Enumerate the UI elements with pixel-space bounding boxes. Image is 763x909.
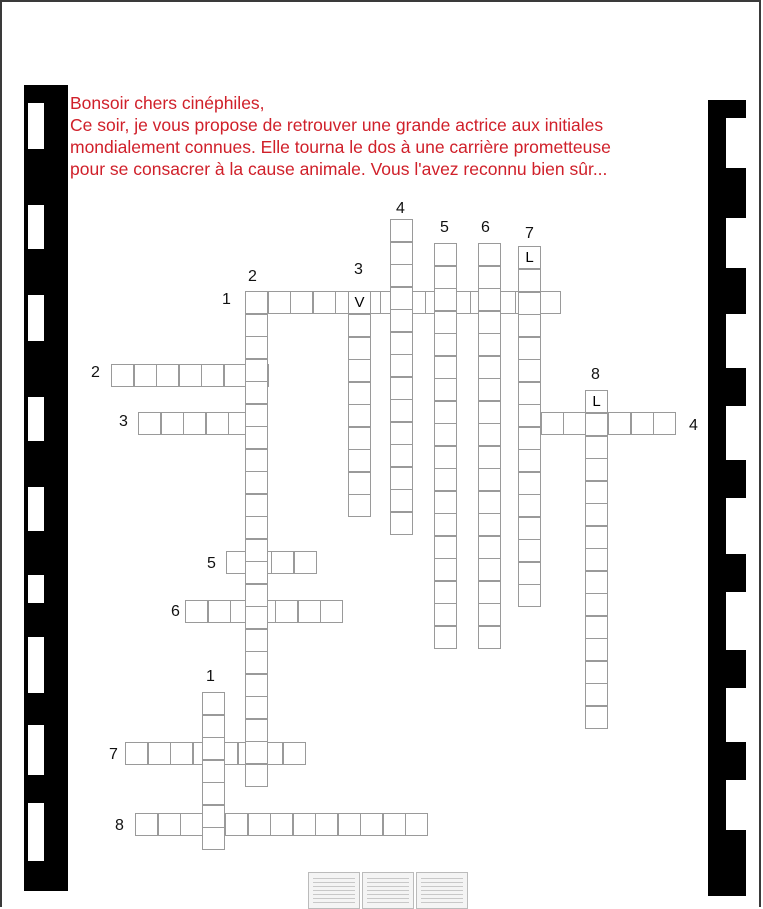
down-5-cell[interactable]	[434, 446, 457, 469]
across-7-cell[interactable]	[170, 742, 193, 765]
across-2-cell[interactable]	[224, 364, 247, 387]
across-4-cell[interactable]	[541, 412, 564, 435]
across-8-cell[interactable]	[293, 813, 316, 836]
across-number-6: 6	[171, 603, 180, 620]
down-6-cell[interactable]	[478, 243, 501, 266]
down-5-cell[interactable]	[434, 288, 457, 311]
down-number-3: 3	[354, 261, 363, 278]
across-5-cell[interactable]	[294, 551, 317, 574]
down-8-cell[interactable]	[585, 571, 608, 594]
down-3-cell[interactable]	[348, 494, 371, 517]
down-8-cell[interactable]	[585, 616, 608, 639]
down-1-cell[interactable]	[202, 805, 225, 828]
across-7-cell[interactable]	[148, 742, 171, 765]
across-2-cell[interactable]	[156, 364, 179, 387]
down-8-cell[interactable]	[585, 548, 608, 571]
down-6-cell[interactable]	[478, 423, 501, 446]
across-7-cell[interactable]	[283, 742, 306, 765]
down-5-cell[interactable]	[434, 558, 457, 581]
down-8-cell[interactable]	[585, 458, 608, 481]
down-1-cell[interactable]	[202, 782, 225, 805]
left-film-strip	[24, 85, 68, 891]
across-2-cell[interactable]	[201, 364, 224, 387]
down-4-cell[interactable]	[390, 377, 413, 400]
across-6-cell[interactable]	[185, 600, 208, 623]
down-4-cell[interactable]	[390, 399, 413, 422]
down-2-cell[interactable]	[245, 336, 268, 359]
across-1-cell[interactable]	[313, 291, 336, 314]
across-7-cell[interactable]	[125, 742, 148, 765]
down-1-cell[interactable]	[202, 692, 225, 715]
across-3-cell[interactable]	[206, 412, 229, 435]
down-5-cell[interactable]	[434, 581, 457, 604]
down-1-cell[interactable]	[202, 760, 225, 783]
down-number-7: 7	[525, 225, 534, 242]
down-7-cell[interactable]	[518, 427, 541, 450]
down-7-cell[interactable]	[518, 494, 541, 517]
down-8-cell[interactable]	[585, 481, 608, 504]
down-2-cell[interactable]	[245, 539, 268, 562]
down-7-cell[interactable]	[518, 404, 541, 427]
down-number-1: 1	[206, 668, 215, 685]
intro-line-3: mondialement connues. Elle tourna le dos à une carrière prometteuse	[70, 137, 611, 157]
down-3-cell[interactable]	[348, 427, 371, 450]
down-4-cell[interactable]	[390, 512, 413, 535]
down-8-cell[interactable]	[585, 683, 608, 706]
across-1-cell[interactable]	[290, 291, 313, 314]
down-2-cell[interactable]	[245, 764, 268, 787]
down-2-cell[interactable]	[245, 629, 268, 652]
down-5-cell[interactable]	[434, 626, 457, 649]
across-4-cell[interactable]	[563, 412, 586, 435]
down-2-cell[interactable]	[245, 606, 268, 629]
down-8-cell[interactable]	[585, 436, 608, 459]
across-4-cell[interactable]	[631, 412, 654, 435]
down-6-cell[interactable]	[478, 581, 501, 604]
down-7-cell[interactable]	[518, 472, 541, 495]
down-3-cell[interactable]	[348, 449, 371, 472]
across-6-cell[interactable]	[298, 600, 321, 623]
down-3-cell[interactable]	[348, 337, 371, 360]
across-8-cell[interactable]	[383, 813, 406, 836]
down-2-cell[interactable]	[245, 494, 268, 517]
down-2-cell[interactable]	[245, 426, 268, 449]
down-4-cell[interactable]	[390, 422, 413, 445]
prefilled-cell-l-7down[interactable]: L	[518, 246, 541, 269]
down-8-cell[interactable]	[585, 503, 608, 526]
down-8-cell[interactable]	[585, 638, 608, 661]
down-2-cell[interactable]	[245, 516, 268, 539]
down-7-cell[interactable]	[518, 449, 541, 472]
down-6-cell[interactable]	[478, 401, 501, 424]
down-4-cell[interactable]	[390, 444, 413, 467]
down-number-8: 8	[591, 366, 600, 383]
down-1-cell[interactable]	[202, 737, 225, 760]
down-7-cell[interactable]	[518, 562, 541, 585]
down-6-cell[interactable]	[478, 468, 501, 491]
down-3-cell[interactable]	[348, 404, 371, 427]
down-3-cell[interactable]	[348, 314, 371, 337]
down-6-cell[interactable]	[478, 311, 501, 334]
down-2-cell[interactable]	[245, 291, 268, 314]
down-5-cell[interactable]	[434, 356, 457, 379]
page-thumbnail-1[interactable]	[308, 872, 360, 909]
page-thumbnail-3[interactable]	[416, 872, 468, 909]
down-8-cell[interactable]	[585, 593, 608, 616]
across-8-cell[interactable]	[248, 813, 271, 836]
down-6-cell[interactable]	[478, 266, 501, 289]
down-6-cell[interactable]	[478, 513, 501, 536]
intro-text	[70, 92, 700, 180]
across-number-1: 1	[222, 291, 231, 308]
across-8-cell[interactable]	[338, 813, 361, 836]
down-4-cell[interactable]	[390, 242, 413, 265]
across-3-cell[interactable]	[183, 412, 206, 435]
down-8-cell[interactable]	[585, 661, 608, 684]
down-number-5: 5	[440, 219, 449, 236]
down-7-cell[interactable]	[518, 584, 541, 607]
across-1-cell[interactable]	[268, 291, 291, 314]
down-7-cell[interactable]	[518, 539, 541, 562]
across-number-8: 8	[115, 817, 124, 834]
across-8-cell[interactable]	[135, 813, 158, 836]
down-6-cell[interactable]	[478, 446, 501, 469]
down-4-cell[interactable]	[390, 219, 413, 242]
across-3-cell[interactable]	[161, 412, 184, 435]
down-4-cell[interactable]	[390, 467, 413, 490]
down-6-cell[interactable]	[478, 603, 501, 626]
down-4-cell[interactable]	[390, 309, 413, 332]
down-5-cell[interactable]	[434, 491, 457, 514]
down-5-cell[interactable]	[434, 513, 457, 536]
down-7-cell[interactable]	[518, 269, 541, 292]
right-film-strip	[708, 100, 746, 896]
across-6-cell[interactable]	[275, 600, 298, 623]
intro-line-4: pour se consacrer à la cause animale. Vous l'avez reconnu bien sûr...	[70, 159, 608, 179]
down-5-cell[interactable]	[434, 468, 457, 491]
across-2-cell[interactable]	[179, 364, 202, 387]
across-number-4: 4	[689, 417, 698, 434]
down-5-cell[interactable]	[434, 423, 457, 446]
intro-line-1: Bonsoir chers cinéphiles,	[70, 93, 265, 113]
across-1-cell[interactable]	[538, 291, 561, 314]
down-6-cell[interactable]	[478, 378, 501, 401]
across-number-5: 5	[207, 555, 216, 572]
prefilled-cell-v[interactable]: V	[348, 291, 371, 314]
down-6-cell[interactable]	[478, 333, 501, 356]
down-7-cell[interactable]	[518, 314, 541, 337]
down-2-cell[interactable]	[245, 471, 268, 494]
down-7-cell[interactable]	[518, 382, 541, 405]
down-8-cell[interactable]	[585, 526, 608, 549]
down-4-cell[interactable]	[390, 264, 413, 287]
down-6-cell[interactable]	[478, 536, 501, 559]
down-6-cell[interactable]	[478, 491, 501, 514]
down-number-6: 6	[481, 219, 490, 236]
down-4-cell[interactable]	[390, 332, 413, 355]
down-2-cell[interactable]	[245, 314, 268, 337]
down-2-cell[interactable]	[245, 381, 268, 404]
across-8-cell[interactable]	[360, 813, 383, 836]
across-number-2: 2	[91, 364, 100, 381]
across-5-cell[interactable]	[271, 551, 294, 574]
down-3-cell[interactable]	[348, 359, 371, 382]
across-8-cell[interactable]	[270, 813, 293, 836]
down-6-cell[interactable]	[478, 356, 501, 379]
down-7-cell[interactable]	[518, 517, 541, 540]
across-8-cell[interactable]	[315, 813, 338, 836]
down-2-cell[interactable]	[245, 561, 268, 584]
across-2-cell[interactable]	[134, 364, 157, 387]
down-4-cell[interactable]	[390, 287, 413, 310]
across-8-cell[interactable]	[405, 813, 428, 836]
down-5-cell[interactable]	[434, 536, 457, 559]
down-8-cell[interactable]	[585, 413, 608, 436]
down-2-cell[interactable]	[245, 651, 268, 674]
down-8-cell[interactable]	[585, 706, 608, 729]
down-2-cell[interactable]	[245, 674, 268, 697]
across-6-cell[interactable]	[320, 600, 343, 623]
down-5-cell[interactable]	[434, 243, 457, 266]
down-3-cell[interactable]	[348, 472, 371, 495]
down-3-cell[interactable]	[348, 382, 371, 405]
down-5-cell[interactable]	[434, 401, 457, 424]
down-2-cell[interactable]	[245, 584, 268, 607]
down-7-cell[interactable]	[518, 359, 541, 382]
down-5-cell[interactable]	[434, 603, 457, 626]
down-4-cell[interactable]	[390, 354, 413, 377]
across-number-7: 7	[109, 746, 118, 763]
down-2-cell[interactable]	[245, 449, 268, 472]
down-7-cell[interactable]	[518, 292, 541, 315]
down-5-cell[interactable]	[434, 378, 457, 401]
across-8-cell[interactable]	[225, 813, 248, 836]
prefilled-cell-l-8down[interactable]: L	[585, 390, 608, 413]
down-7-cell[interactable]	[518, 337, 541, 360]
down-6-cell[interactable]	[478, 626, 501, 649]
across-4-cell[interactable]	[653, 412, 676, 435]
down-2-cell[interactable]	[245, 359, 268, 382]
down-number-4: 4	[396, 200, 405, 217]
page-thumbnail-2[interactable]	[362, 872, 414, 909]
down-2-cell[interactable]	[245, 696, 268, 719]
across-8-cell[interactable]	[180, 813, 203, 836]
down-6-cell[interactable]	[478, 288, 501, 311]
across-6-cell[interactable]	[208, 600, 231, 623]
down-1-cell[interactable]	[202, 715, 225, 738]
across-3-cell[interactable]	[138, 412, 161, 435]
down-2-cell[interactable]	[245, 719, 268, 742]
down-number-2: 2	[248, 268, 257, 285]
down-2-cell[interactable]	[245, 404, 268, 427]
across-4-cell[interactable]	[608, 412, 631, 435]
across-number-3: 3	[119, 413, 128, 430]
down-1-cell[interactable]	[202, 827, 225, 850]
down-5-cell[interactable]	[434, 266, 457, 289]
down-6-cell[interactable]	[478, 558, 501, 581]
down-5-cell[interactable]	[434, 311, 457, 334]
across-2-cell[interactable]	[111, 364, 134, 387]
down-4-cell[interactable]	[390, 489, 413, 512]
across-8-cell[interactable]	[158, 813, 181, 836]
down-5-cell[interactable]	[434, 333, 457, 356]
intro-line-2: Ce soir, je vous propose de retrouver une grande actrice aux initiales	[70, 115, 604, 135]
down-2-cell[interactable]	[245, 741, 268, 764]
